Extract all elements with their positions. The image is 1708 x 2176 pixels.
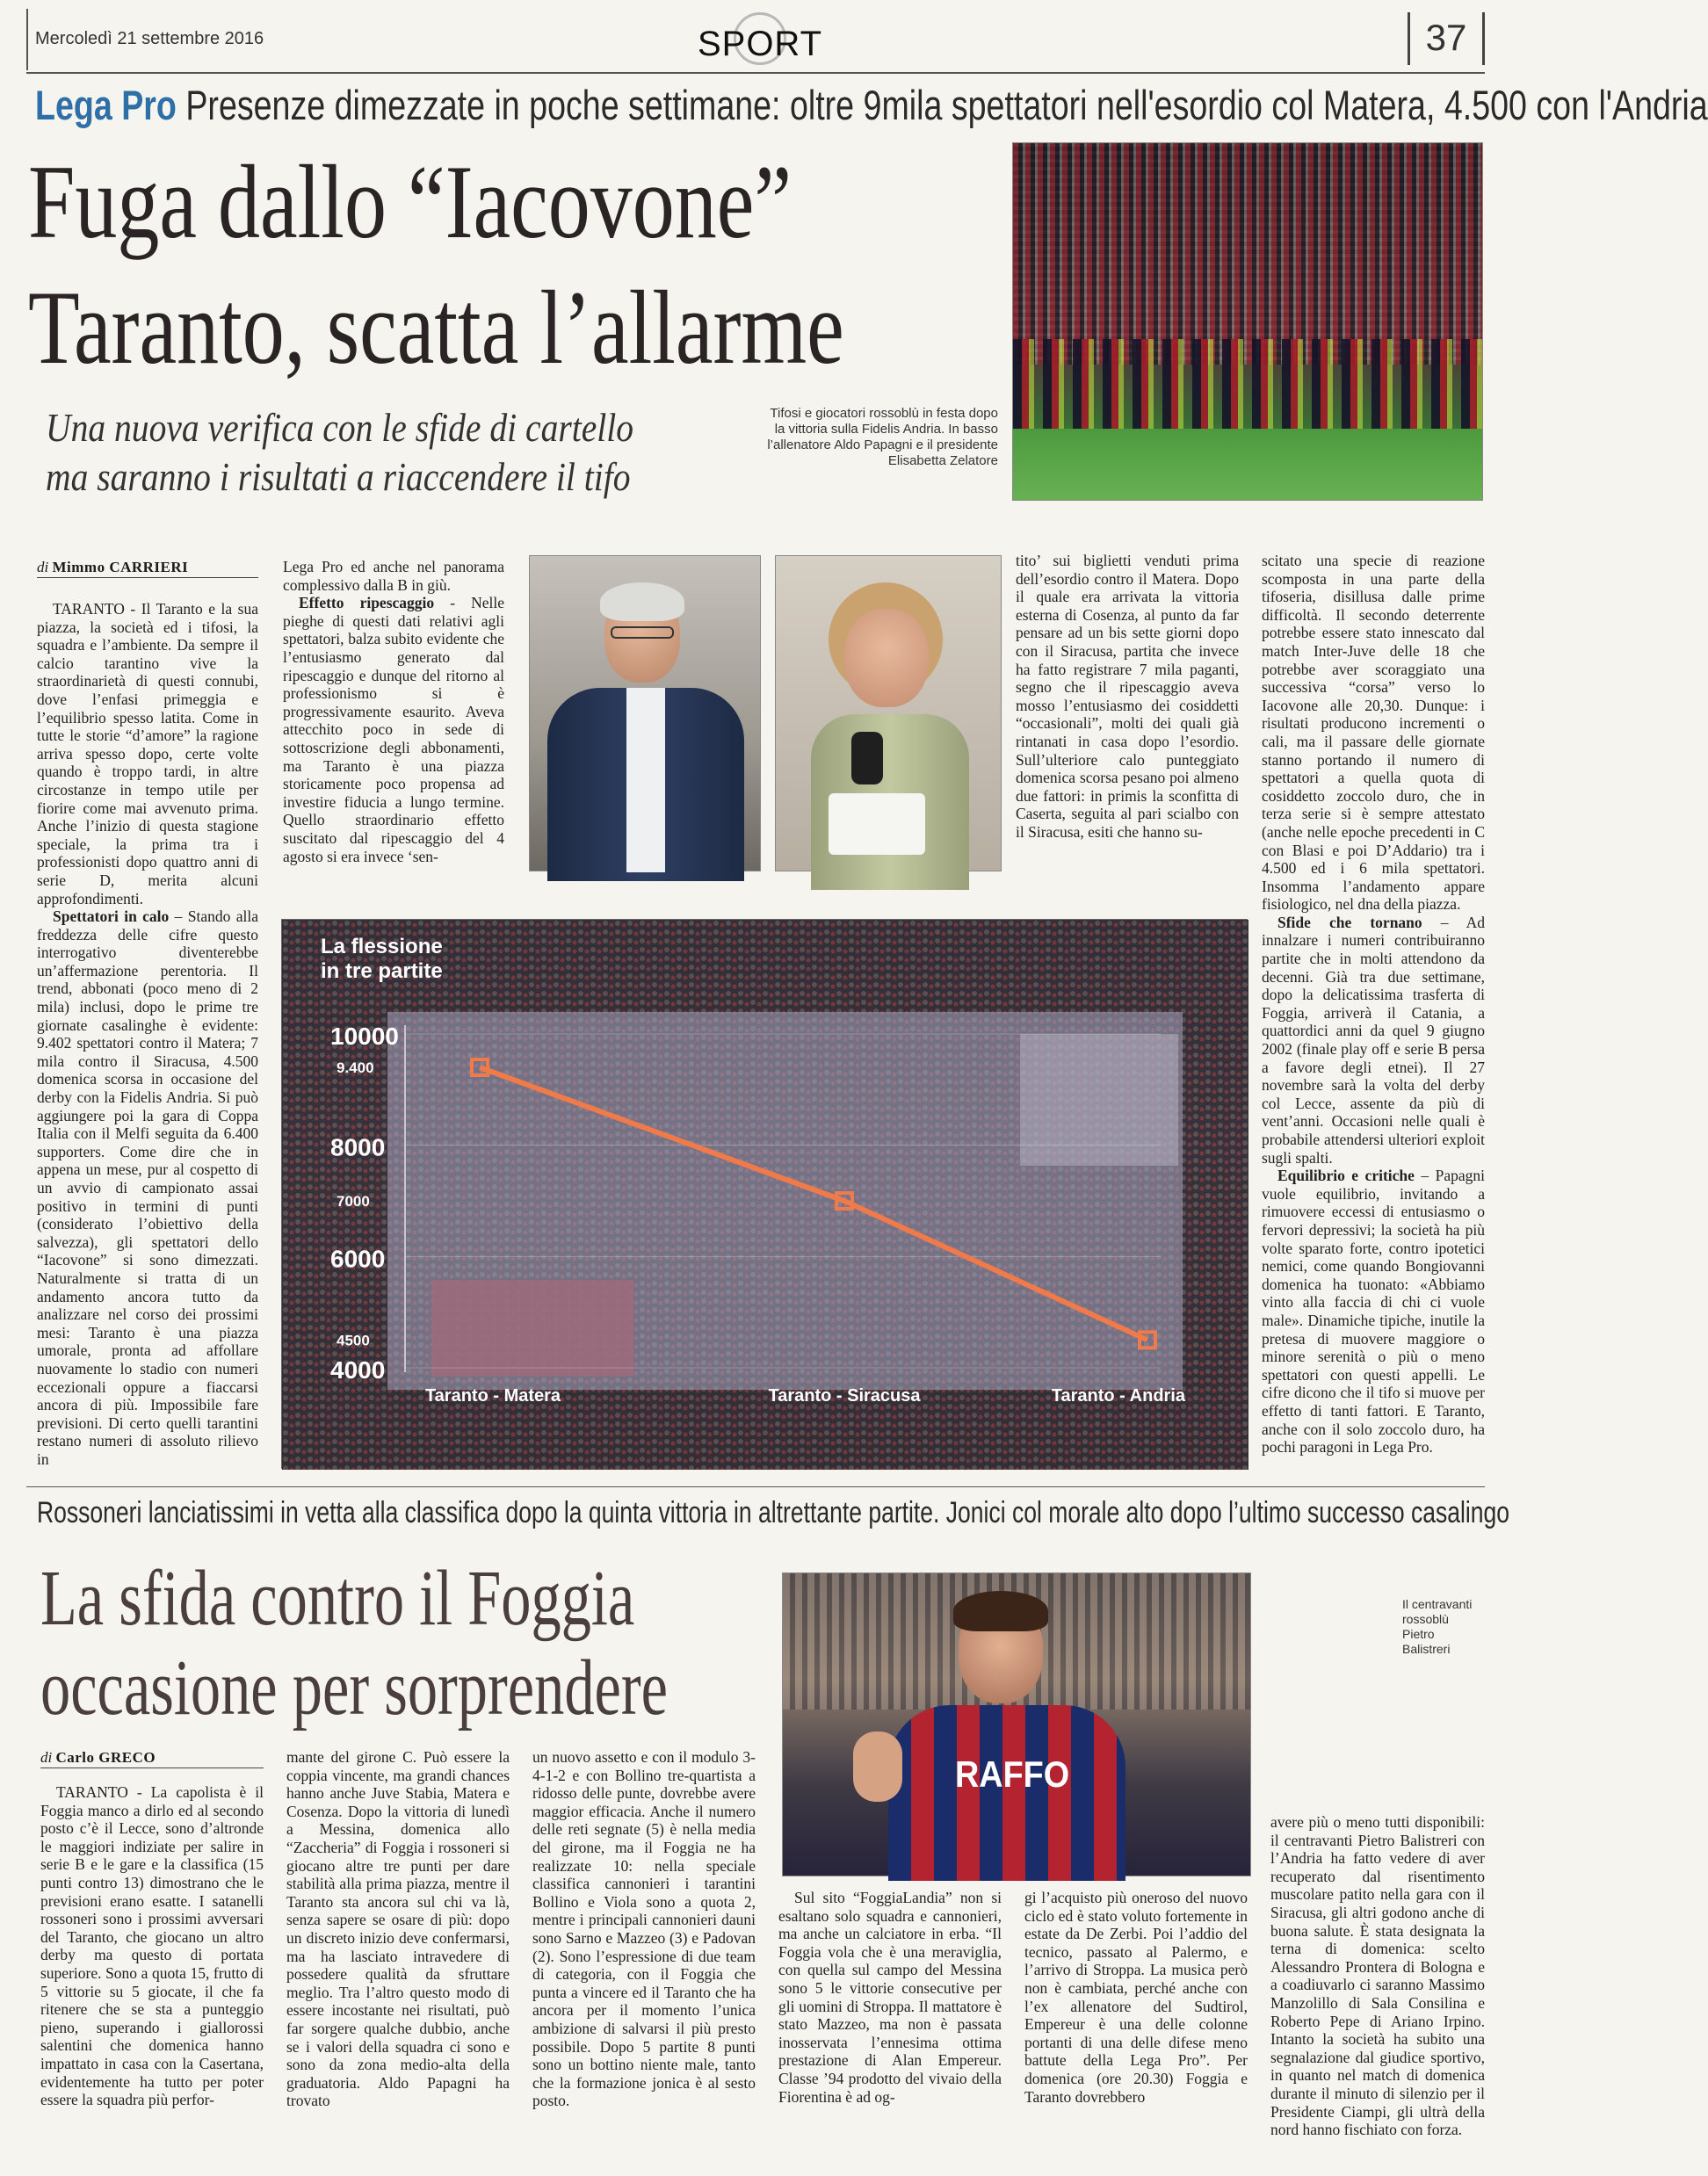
attendance-chart-svg bbox=[282, 920, 1248, 1470]
article2-column-4 bbox=[778, 1889, 1002, 2106]
byline-prefix: di bbox=[37, 559, 49, 575]
subhead: Equilibrio e critiche bbox=[1277, 1167, 1415, 1185]
y-tick-label: 8000 bbox=[330, 1133, 386, 1161]
crowd-texture bbox=[1013, 143, 1482, 365]
coach-papagni-photo bbox=[529, 555, 761, 871]
y-tick-label: 10000 bbox=[330, 1023, 399, 1050]
category-label: Taranto - Andria bbox=[1051, 1386, 1185, 1406]
paragraph bbox=[1262, 914, 1485, 1167]
attendance-chart bbox=[281, 919, 1248, 1469]
data-label: 9.400 bbox=[337, 1059, 374, 1076]
article1-subtitle-line2: ma saranno i risultati a riaccendere il tifo bbox=[46, 454, 631, 499]
player-balistreri-photo bbox=[782, 1572, 1251, 1876]
subhead: Sfide che tornano bbox=[1277, 913, 1422, 931]
paragraph: TARANTO - La capolista è il Foggia manco a dirlo ed al secondo posto c’è il Lecce, sono d’altronde le maggiori indiziate per salire in serie B e le gare e la classifica (15 punti contro 13) dimostrano che le previsioni erano esatte. I satanelli rossoneri sono i prossimi avversari del Taranto, che giocano un altro derby ma questo di portata superiore. Sono a quota 15, frutto di 5 vittorie su 5 giocate, il che fa ritenere che se sta a punteggio pieno, superando i giallorossi salentini che domenica hanno impattato in casa con la Casertana, evidentemente ha tutto per poter essere la squadra più perfor- bbox=[40, 1783, 264, 2109]
data-label: 4500 bbox=[337, 1332, 370, 1349]
byline-author: Mimmo CARRIERI bbox=[52, 559, 189, 575]
header-date: Mercoledì 21 settembre 2016 bbox=[35, 29, 264, 48]
article1-byline bbox=[37, 558, 258, 578]
header-rule bbox=[26, 72, 1485, 74]
pitch bbox=[1013, 429, 1482, 500]
paragraph-text: – Stando alla freddezza delle cifre questo interrogativo diventerebbe un’affermazione perentoria. Il trend, abbonati (poco meno di 2 mila) inclusi, dopo le prime tre giornate casalinghe è evidente: 9.402 spettatori contro il Matera; 7 mila contro il Siracusa, 4.500 domenica scorsa in occasione del derby con la Fidelis Andria. Si può aggiungere poi la gara di Coppa Italia con il Melfi seguita da 6.400 supporters. Come dire che in appena un mese, pur al cospetto di un avvio di campionato assai positivo in termini di punti (considerato l’obiettivo della salvezza), gli spettatori dello “Iacovone” si sono dimezzati. Naturalmente si tratta di un andamento ancora tutto da analizzare nel corso dei prossimi mesi: Taranto è una piazza umorale, pronta ad affollare nuovamente lo stadio con numeri eccezionali oppure a fiaccarsi ancora di più. Impossibile fare previsioni. Di certo quelli tarantini restano numeri di assoluto rilievo in bbox=[37, 907, 258, 1468]
page-number-box bbox=[1408, 12, 1485, 65]
plot-panel bbox=[387, 1012, 1183, 1390]
chart-title-line1: La flessione bbox=[321, 935, 443, 958]
paragraph-text: – Papagni vuole equilibrio, invitando a rimuovere eccessi di entusiasmo o fervori depressivi; la società ha più volte sparato forte, contro ipotetici nemici, come quando Bongiovanni domenica ha tuonato: «Abbiamo vinto alla faccia di chi ci vuole male». Dinamiche tipiche, inutile la pretesa di muovere maggiore o minore serenità o più o meno spettatori con questi appelli. Le cifre dicono che il tifo si muove per effetto di tanti fattori. E Taranto, anche con il solo zoccolo duro, ha pochi paragoni in Lega Pro. bbox=[1262, 1167, 1485, 1457]
paragraph bbox=[283, 594, 504, 865]
section-logo bbox=[668, 12, 852, 74]
thumbs-up-hand bbox=[853, 1731, 902, 1802]
paragraph bbox=[37, 907, 258, 1468]
article1-kicker bbox=[35, 81, 1708, 130]
paragraph-text: – Ad innalzare i numeri contribuiranno partite che in molti attendono da decenni. Già tra due settimane, dopo la delicatissima trasferta di Foggia, arriverà il Catania, a quattordici anni da quel 9 giugno 2002 (finale play off e serie B persa a favore degli etnei). Il 27 novembre sarà la volta del derby col Lecce, assente da più di vent’anni. Occasioni nelle quali è probabile attendersi ulteriori exploit sugli spalti. bbox=[1262, 913, 1485, 1167]
player-hair bbox=[953, 1591, 1048, 1631]
article2-title-line1: La sfida contro il Foggia bbox=[40, 1555, 635, 1642]
mic-base bbox=[829, 793, 925, 855]
subhead: Spettatori in calo bbox=[53, 907, 170, 926]
category-label: Taranto - Siracusa bbox=[768, 1386, 921, 1406]
coach-shirt bbox=[626, 688, 665, 872]
microphone bbox=[851, 732, 883, 784]
y-tick-label: 6000 bbox=[330, 1245, 386, 1273]
coach-glasses bbox=[611, 626, 674, 639]
stadium-photo-caption: Tifosi e giocatori rossoblù in festa dopo la vittoria sulla Fidelis Andria. In basso l’allenatore Aldo Papagni e il presidente Elisabetta Zelatore bbox=[767, 406, 998, 468]
byline-author: Carlo GRECO bbox=[55, 1749, 156, 1766]
category-label: Taranto - Matera bbox=[424, 1386, 561, 1406]
kicker-text: Presenze dimezzate in poche settimane: oltre 9mila spettatori nell'esordio col Matera, 4.500 con l'Andria bbox=[185, 82, 1708, 128]
president-face bbox=[844, 609, 929, 707]
jersey-sponsor: RAFFO bbox=[955, 1753, 1070, 1795]
header-left-rule bbox=[26, 9, 28, 70]
kicker-section-label: Lega Pro bbox=[35, 82, 177, 128]
chart-title-line2: in tre partite bbox=[321, 959, 443, 983]
players-row bbox=[1013, 339, 1482, 429]
article2-title-line2: occasione per sorprendere bbox=[40, 1645, 669, 1731]
byline-prefix: di bbox=[40, 1749, 53, 1766]
page-number: 37 bbox=[1425, 17, 1467, 58]
stadium-celebration-photo bbox=[1012, 142, 1483, 501]
section-name: SPORT bbox=[697, 25, 823, 63]
subhead: Effetto ripescaggio bbox=[299, 594, 435, 612]
article1-title-line2: Taranto, scatta l’allarme bbox=[28, 269, 844, 386]
article2-column-2 bbox=[286, 1748, 510, 2110]
article2-column-3 bbox=[532, 1748, 756, 2110]
article1-subtitle-line1: Una nuova verifica con le sfide di cartello bbox=[46, 405, 634, 450]
coach-hair bbox=[600, 582, 684, 621]
paragraph: scitato una specie di reazione scomposta in una parte della tifoseria, disillusa dalle prime difficoltà. Il secondo deterrente potrebbe essere stato innescato dal match Inter-Juve delle 18 che potrebbe aver scoraggiato una successiva “corsa” verso lo Iacovone alle 20,30. Dunque: i risultati producono incrementi o cali, ma il passare delle giornate stanno portando il numero di spettatori a quella quota di cosiddetto zoccolo duro, che in terza serie si è sempre attestato (anche nelle epoche precedenti in C con Blasi e poi D’Addario) tra i 4.500 ed i 6 mila spettatori. Insomma l’andamento appare fisiologico, nel dna della piazza. bbox=[1262, 552, 1485, 914]
y-tick-label: 4000 bbox=[330, 1356, 386, 1384]
article2-column-5 bbox=[1024, 1889, 1248, 2106]
article2-byline bbox=[40, 1748, 264, 1768]
article1-title-line1: Fuga dallo “Iacovone” bbox=[28, 143, 792, 260]
article1-column-3 bbox=[1016, 552, 1239, 842]
paragraph: gi l’acquisto più oneroso del nuovo ciclo ed è stato voluto fortemente in estate da De Zerbi. Poi l’addio del tecnico, passato al Palermo, e l’arrivo di Stroppa. La musica però non è cambiata, perché anche con l’ex allenatore del Sudtirol, Empereur è una delle colonne portanti di una delle difese meno battute della Lega Pro”. Per domenica (ore 20.30) Foggia e Taranto dovrebbero bbox=[1024, 1889, 1248, 2106]
article2-kicker: Rossoneri lanciatissimi in vetta alla classifica dopo la quinta vittoria in altrettante partite. Jonici col morale alto dopo l’ultimo successo casalingo bbox=[37, 1496, 1510, 1529]
paragraph: TARANTO - Il Taranto e la sua piazza, la società ed i tifosi, la squadra e l’ambiente. Da sempre il calcio tarantino vive la straordinarietà di questi connubi, dove l’enfasi primeggia e l’equilibrio spesso latita. Come in tutte le storie “d’amore” la ragione arriva spesso dopo, certe volte quando è troppo tardi, in altre circostanze in tempo utile per fiorire come mai avvenuto prima. Anche l’inizio di questa stagione speciale, la prima tra i professionisti dopo quattro anni di serie D, merita alcuni approfondimenti. bbox=[37, 600, 258, 907]
paragraph: avere più o meno tutti disponibili: il centravanti Pietro Balistreri con l’Andria ha fatto vedere di aver recuperato dal risentimento muscolare patito nella gara con il Siracusa, gli altri godono anche di buona salute. È stata designata la terna di domenica: scelto Alessandro Prontera di Bologna e a coadiuvarlo ci saranno Massimo Manzolillo di Sala Consilina e Roberto Pepe di Ariano Irpino. Intanto la società ha subito una segnalazione dal giudice sportivo, in quanto nel match di domenica durante il minuto di silenzio per il Presidente Ciampi, gli ultrà della nord hanno fischiato con forza. bbox=[1270, 1813, 1485, 2139]
article2-column-1 bbox=[40, 1783, 264, 2109]
paragraph: mante del girone C. Può essere la coppia vincente, ma grandi chances hanno anche Juve Stabia, Matera e Cosenza. Dopo la vittoria di lunedì a Messina, domenica allo “Zaccheria” di Foggia i rossoneri si giocano altre tre punti per dare stabilità alla prima piazza, mentre il Taranto sta ancora sul chi va là, senza sapere se osare di più: dopo un discreto inizio deve confermarsi, ma ha lasciato intravedere di possedere qualità da sfruttare meglio. Tra l’altro questo modo di essere incostante nei risultati, può far sorgere qualche dubbio, anche se i valori della squadra ci sono e sono da zona medio-alta della graduatoria. Aldo Papagni ha trovato bbox=[286, 1748, 510, 2110]
paragraph: tito’ sui biglietti venduti prima dell’esordio contro il Matera. Dopo il quale era arrivata la vittoria esterna di Cosenza, al punto da far pensare ad un bis sette giorni dopo con il Siracusa, partita che invece ha fatto registrare 7 mila paganti, segno che il ripescaggio aveva mosso l’entusiasmo dei cosiddetti “occasionali”, molti dei quali già rintanati in casa dopo l’esordio. Sull’ulteriore calo punteggiato domenica scorsa pesano poi almeno due fattori: in primis la sconfitta di Caserta, seguita al pari scialbo con il Siracusa, esiti che hanno su- bbox=[1016, 552, 1239, 841]
paragraph: Lega Pro ed anche nel panorama complessivo dalla B in giù. bbox=[283, 558, 504, 594]
data-label: 7000 bbox=[337, 1193, 370, 1210]
paragraph: un nuovo assetto e con il modulo 3-4-1-2 e con Bollino tre-quartista a ridosso delle punte, dovrebbe avere maggior efficacia. Anche il numero delle reti segnate (5) è nella media del girone, ma il Foggia ne ha realizzate 10: nella speciale classifica cannonieri i tarantini Bollino e Viola sono a quota 2, mentre i principali cannonieri dauni sono Sarno e Mazzeo (3) e Padovan (2). Sono l’espressione di due team di categoria, con il Foggia che punta a vincere ed il Taranto che ha ancora per il momento l’unica ambizione di salvarsi il più presto possibile. Dopo 5 partite 8 punti sono un bottino niente male, tanto che la formazione jonica è al sesto posto. bbox=[532, 1748, 756, 2110]
president-zelatore-photo bbox=[775, 555, 1002, 871]
paragraph-text: - Nelle pieghe di questi dati relativi agli spettatori, balza subito evidente che l’entusiasmo generato dal ripescaggio e dunque del ritorno al professionismo si è progressivamente esaurito. Aveva attecchito poco in sede di sottoscrizione degli abbonamenti, ma Taranto è una piazza storicamente poco propensa ad investire fiducia a lungo termine. Quello straordinario effetto suscitato dal ripescaggio del 4 agosto si era invece ‘sen- bbox=[283, 594, 504, 865]
player-photo-caption: Il centravanti rossoblù Pietro Balistreri bbox=[1402, 1597, 1473, 1656]
paragraph bbox=[1262, 1167, 1485, 1457]
article1-column-2 bbox=[283, 558, 504, 865]
paragraph: Sul sito “FoggiaLandia” non si esaltano solo squadra e cannonieri, ma anche un calciatore in erba. “Il Foggia vola che è una meraviglia, con quella sul campo del Messina sono 5 le vittorie consecutive per gli uomini di Stroppa. Il mattatore è stato Mazzeo, ma non è passata inosservata l’ennesima ottima prestazione di Alan Empereur. Classe ’94 prodotto del vivaio della Fiorentina è ad og- bbox=[778, 1889, 1002, 2106]
article1-column-4 bbox=[1262, 552, 1485, 1457]
article-divider bbox=[26, 1486, 1485, 1487]
article1-column-1 bbox=[37, 600, 258, 1469]
article2-column-6 bbox=[1270, 1813, 1485, 2139]
